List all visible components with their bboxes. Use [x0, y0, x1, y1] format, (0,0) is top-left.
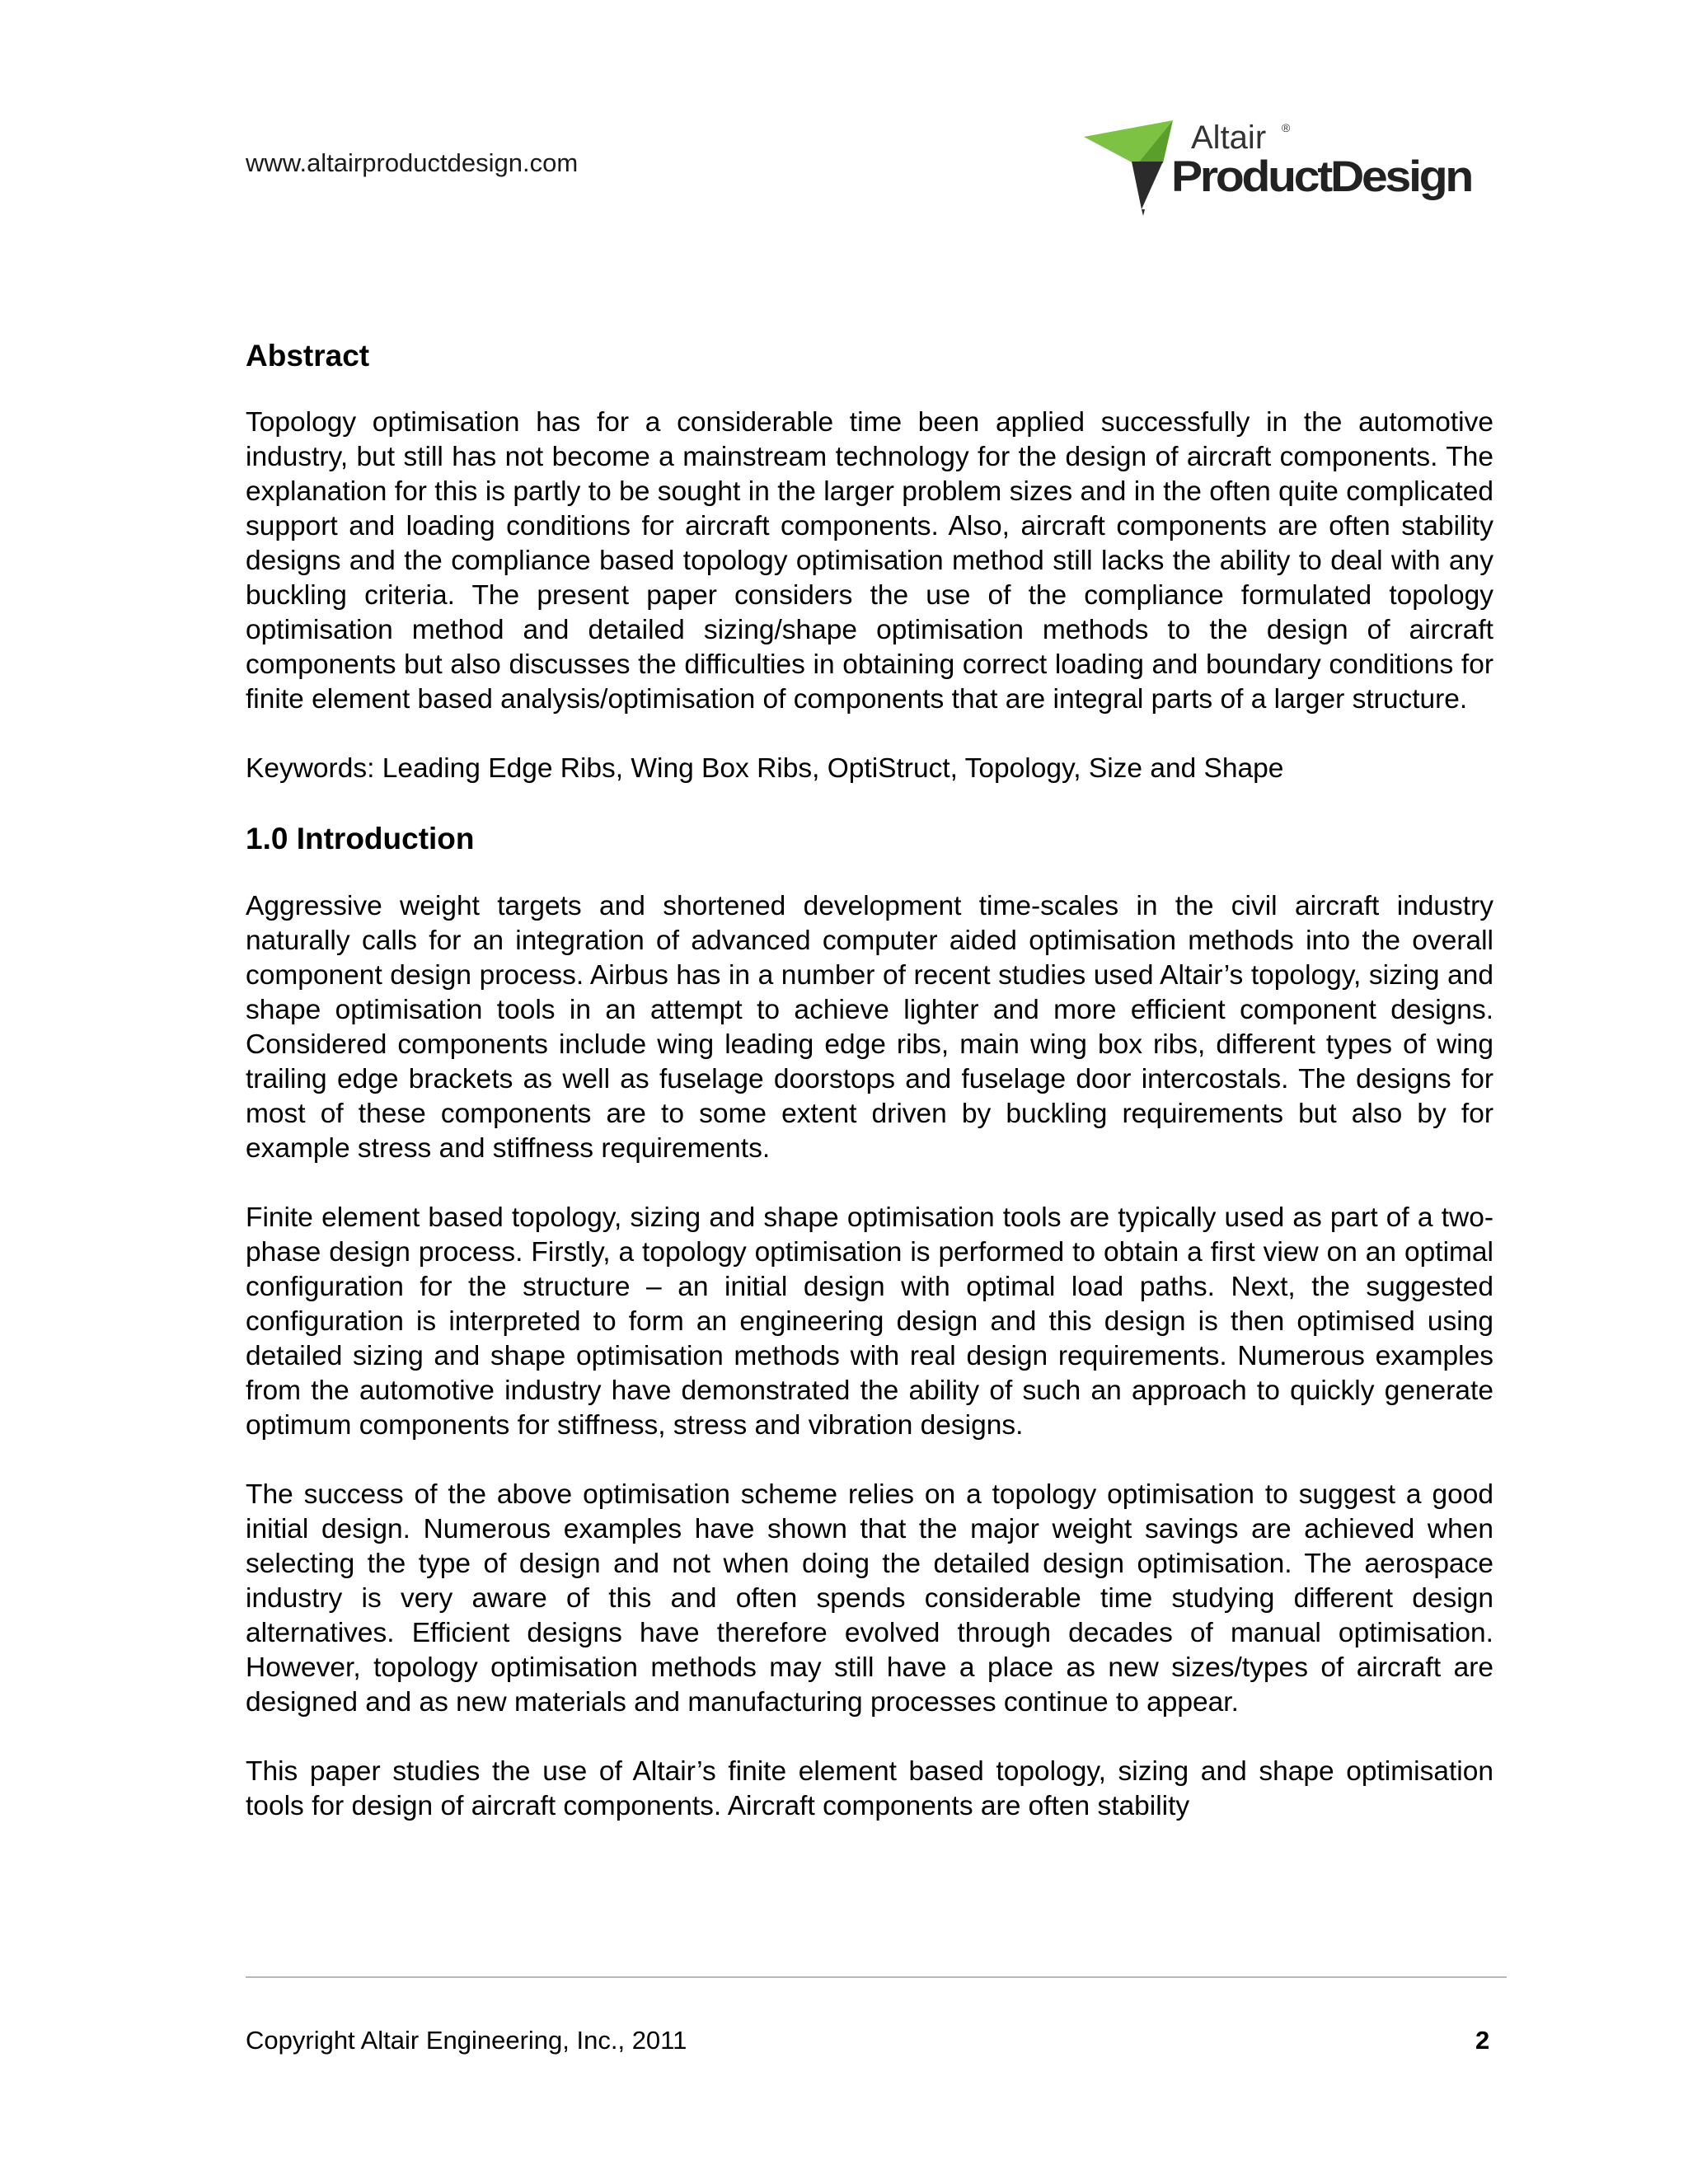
logo-trademark: ®: [1282, 121, 1291, 134]
intro-paragraph-3: The success of the above optimisation scheme relies on a topology optimisation to suggest a good initial design. Numerous examples have shown that the major weight savings are achieved when selecting the type of design and not when doing the detailed design optimisation. The aerospace industry is very aware of this and often spends considerable time studying different design alternatives. Efficient designs have therefore evolved through decades of manual optimisation. However, topology optimisation methods may still have a place as new sizes/types of aircraft are designed and as new materials and manufacturing processes continue to appear.: [246, 1479, 1493, 1718]
logo-leaf-icon: [1084, 120, 1173, 216]
intro-paragraph-4: This paper studies the use of Altair’s finite element based topology, sizing and shape optimisation tools for design of aircraft components. Aircraft components are often stability: [246, 1755, 1493, 1821]
abstract-paragraph: Topology optimisation has for a considerable time been applied successfully in the automotive industry, but still has not become a mainstream technology for the design of aircraft components. The explanation for this is partly to be sought in the larger problem sizes and in the often quite complicated support and loading conditions for aircraft components. Also, aircraft components are often stability designs and the compliance based topology optimisation method still lacks the ability to deal with any buckling criteria. The present paper considers the use of the compliance formulated topology optimisation method and detailed sizing/shape optimisation methods to the design of aircraft components but also discusses the difficulties in obtaining correct loading and boundary conditions for finite element based analysis/optimisation of components that are integral parts of a larger structure.: [246, 407, 1493, 715]
footer-copyright: Copyright Altair Engineering, Inc., 2011: [246, 2026, 687, 2055]
page-number: 2: [1475, 2026, 1490, 2055]
logo-brand-top: Altair: [1191, 120, 1267, 156]
keywords-line: Keywords: Leading Edge Ribs, Wing Box Ribs, OptiStruct, Topology, Size and Shape: [246, 753, 1284, 785]
intro-paragraph-2: Finite element based topology, sizing and shape optimisation tools are typically used as part of a two-phase design process. Firstly, a topology optimisation is performed to obtain a first view on an optimal configuration for the structure – an initial design with optimal load paths. Next, the suggested configuration is interpreted to form an engineering design and this design is then optimised using detailed sizing and shape optimisation methods with real design requirements. Numerous examples from the automotive industry have demonstrated the ability of such an approach to quickly generate optimum components for stiffness, stress and vibration designs.: [246, 1202, 1493, 1441]
abstract-heading: Abstract: [246, 339, 370, 373]
footer-divider: [246, 1976, 1507, 1978]
header-url: www.altairproductdesign.com: [246, 148, 579, 177]
altair-productdesign-logo: [1084, 114, 1479, 225]
logo-brand-bottom: ProductDesign: [1171, 152, 1472, 201]
document-body: [246, 338, 1493, 1858]
introduction-heading: 1.0 Introduction: [246, 822, 475, 856]
intro-paragraph-1: Aggressive weight targets and shortened development time-scales in the civil aircraft industry naturally calls for an integration of advanced computer aided optimisation methods into the overall component design process. Airbus has in a number of recent studies used Altair’s topology, sizing and shape optimisation tools in an attempt to achieve lighter and more efficient component designs. Considered components include wing leading edge ribs, main wing box ribs, different types of wing trailing edge brackets as well as fuselage doorstops and fuselage door intercostals. The designs for most of these components are to some extent driven by buckling requirements but also by for example stress and stiffness requirements.: [246, 890, 1493, 1164]
